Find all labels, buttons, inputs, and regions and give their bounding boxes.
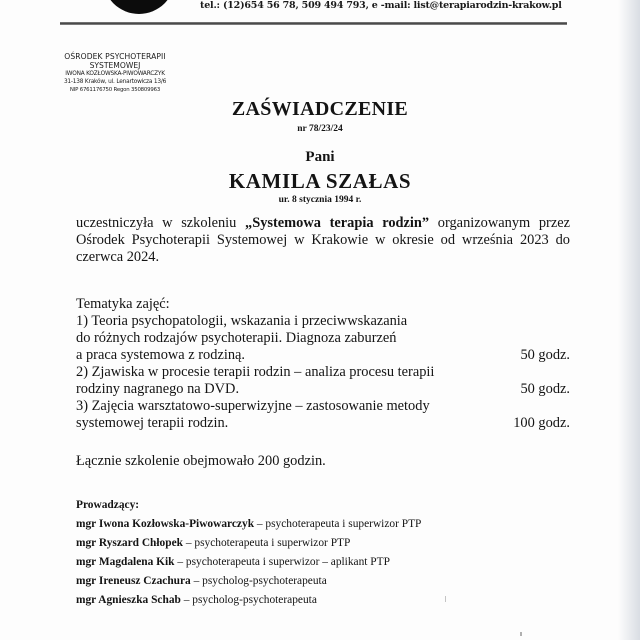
letterhead-contact: tel.: (12)654 56 78, 509 494 793, e -mail: list@terapiarodzin-krakow.pl	[200, 0, 562, 11]
topic-item	[76, 364, 570, 398]
topic-item	[76, 313, 570, 364]
instructor-row	[76, 553, 421, 572]
topic-line: 2) Zjawiska w procesie terapii rodzin – analiza procesu terapii	[76, 364, 435, 380]
recipient-name: KAMILA SZAŁAS	[228, 169, 412, 193]
scan-edge-shadow	[618, 0, 640, 640]
topic-item	[76, 398, 570, 432]
topics-section	[76, 296, 570, 432]
instructor-name: mgr Iwona Kozłowska-Piwowarczyk	[76, 518, 255, 530]
instructor-name: mgr Agnieszka Schab	[76, 594, 181, 606]
topic-hours: 100 godz.	[513, 415, 570, 431]
header-divider	[60, 22, 567, 25]
topics-heading: Tematyka zajęć:	[76, 296, 170, 312]
course-name: „Systemowa terapia rodzin”	[245, 215, 430, 231]
instructor-name: mgr Ryszard Chłopek	[76, 537, 183, 549]
stamp-address: 31-138 Kraków, ul. Lenartowicza 13/6	[63, 79, 167, 85]
topic-line: 3) Zajęcia warsztatowo-superwizyjne – zastosowanie metody	[76, 398, 430, 414]
instructor-row	[76, 515, 421, 534]
instructors-heading: Prowadzący:	[76, 499, 140, 511]
instructor-role: – psycholog-psychoterapeuta	[190, 575, 327, 587]
instructor-row	[76, 572, 421, 591]
total-hours: Łącznie szkolenie obejmowało 200 godzin.	[76, 453, 326, 469]
topic-hours: 50 godz.	[520, 381, 570, 397]
certificate-number: nr 78/23/24	[297, 124, 343, 134]
topic-hours: 50 godz.	[520, 347, 570, 363]
salutation: Pani	[305, 149, 335, 165]
topic-line: rodziny nagranego na DVD.	[76, 381, 240, 397]
scan-speck	[520, 632, 522, 636]
instructor-role: – psychoterapeuta i superwizor – aplikant PTP	[174, 556, 390, 568]
stamp-nip-regon: NIP 6761176750 Regon 350809963	[69, 87, 161, 93]
instructor-row	[76, 534, 421, 553]
para-suffix: organizowanym przez Ośrodek Psychoterapii Systemowej w Krakowie w okresie od września 2023 do czerwca 2024.	[76, 215, 571, 265]
topic-line: systemowej terapii rodzin.	[76, 415, 229, 431]
birth-date: ur. 8 stycznia 1994 r.	[278, 195, 362, 205]
instructor-role: – psycholog-psychoterapeuta	[180, 594, 317, 606]
instructor-name: mgr Ireneusz Czachura	[76, 575, 191, 587]
instructor-role: – psychoterapeuta i superwizor PTP	[182, 537, 351, 549]
certificate-paragraph	[76, 215, 570, 266]
stamp-line-3: IWONA KOZŁOWSKA-PIWOWARCZYK	[65, 71, 165, 77]
instructor-row	[76, 591, 421, 610]
topic-line: a praca systemowa z rodziną.	[76, 347, 246, 363]
certificate-title: ZAŚWIADCZENIE	[231, 98, 409, 120]
circle-logo-icon	[103, 0, 175, 14]
scan-speck	[445, 596, 446, 602]
organization-stamp	[56, 52, 174, 94]
stamp-line-2: SYSTEMOWEJ	[89, 61, 141, 70]
stamp-line-1: OŚRODEK PSYCHOTERAPII	[64, 52, 166, 61]
instructors-section	[76, 496, 421, 610]
instructor-name: mgr Magdalena Kik	[76, 556, 175, 568]
para-prefix: uczestniczyła w szkoleniu	[76, 215, 245, 231]
topic-line: do różnych rodzajów psychoterapii. Diagnoza zaburzeń	[76, 330, 397, 346]
instructor-role: – psychoterapeuta i superwizor PTP	[254, 518, 422, 530]
topic-line: 1) Teoria psychopatologii, wskazania i przeciwwskazania	[76, 313, 408, 329]
